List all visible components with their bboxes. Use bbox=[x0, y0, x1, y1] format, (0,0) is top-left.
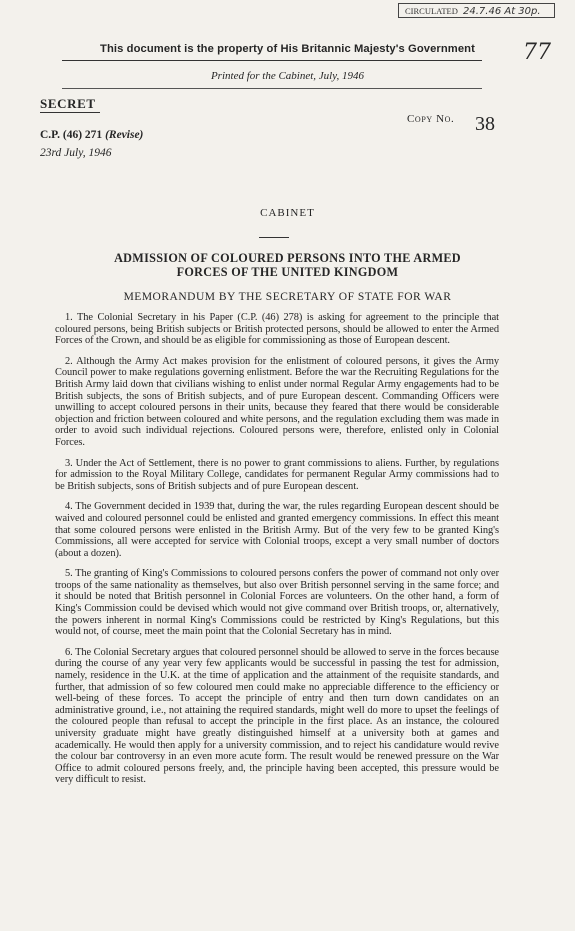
printed-line: Printed for the Cabinet, July, 1946 bbox=[210, 70, 365, 82]
classification-label: SECRET bbox=[40, 96, 96, 111]
paragraph-1: 1. The Colonial Secretary in his Paper (C.P. (46) 278) is asking for agreement to the principle that coloured persons, being British subjects or British protected persons, should be allowed to enter the Armed Forces of the Crown, and should be as eligible for commissioning as those of European descent. bbox=[55, 312, 499, 347]
paper-reference bbox=[40, 129, 143, 141]
document-title bbox=[30, 251, 545, 279]
paragraph-2: 2. Although the Army Act makes provision for the enlistment of coloured persons, it gives the Army Council power to make regulations governing enlistment. Before the war the Recruiting Regulations for the British Army laid down that civilians wishing to enlist under normal Regular Army engagements had to be British subjects, the sons of British subjects, and of pure European descent. Commanding Officers were unwilling to accept coloured persons in their units, because they feared that there would be considerable objection and friction between coloured and white persons, and the regulation excluding them was made in order to avoid such individual rejections. Coloured persons were, therefore, enlisted only in Colonial Forces. bbox=[55, 355, 499, 448]
classification-underline bbox=[40, 112, 100, 113]
circulation-stamp bbox=[398, 3, 555, 18]
header-rule-lower bbox=[62, 88, 482, 89]
paragraph-4: 4. The Government decided in 1939 that, during the war, the rules regarding European descent should be waived and coloured personnel could be enlisted and granted emergency commissions. In effect this meant that some coloured persons were enlisted in the British Army. But of the very few to be granted King's Commissions, all were accepted for service with Colonial troops, except a very small number of doctors (about a dozen). bbox=[55, 501, 499, 559]
title-line-2: FORCES OF THE UNITED KINGDOM bbox=[176, 265, 399, 279]
body-text bbox=[55, 312, 499, 795]
revise-note: (Revise) bbox=[105, 129, 144, 141]
cp-number: C.P. (46) 271 bbox=[40, 129, 103, 141]
paragraph-3: 3. Under the Act of Settlement, there is no power to grant commissions to aliens. Further, by regulations for admission to the Royal Military College, candidates for permanent Regular Army commissions had to be British subjects, sons of British subjects and of pure European descent. bbox=[55, 457, 499, 492]
folio-number: 77 bbox=[523, 40, 551, 65]
memorandum-heading: MEMORANDUM BY THE SECRETARY OF STATE FOR WAR bbox=[123, 291, 452, 303]
stamp-handwriting: 24.7.46 At 30p. bbox=[463, 6, 541, 17]
paragraph-6: 6. The Colonial Secretary argues that coloured personnel should be allowed to serve in the forces because during the course of any year very few applicants would be successful in passing the test for admission, namely, residence in the U.K. at the time of application and the attainment of the requisite standards, and further, that admission of so few coloured men could make no appreciable difference to the efficiency or well-being of these forces. To accept the principle of entry and then turn down candidates on an administrative ground, i.e., not attaining the required standards, might well do more to upset the feelings of the coloured people than refusal to accept the principle in the first place. As an instance, the coloured university graduate might have greatly distinguished himself at a university both at games and academically. He would then apply for a university commission, and to reject his candidature would revive the colour bar controversy in an even more acute form. The result would be renewed pressure on the War Office to admit coloured persons freely, and, the principle having been accepted, this pressure would be very difficult to resist. bbox=[55, 646, 499, 786]
header-rule bbox=[62, 60, 482, 61]
title-line-1: ADMISSION OF COLOURED PERSONS INTO THE ARMED bbox=[114, 251, 461, 265]
copy-label: Copy No. bbox=[407, 113, 455, 125]
paper-date: 23rd July, 1946 bbox=[40, 147, 112, 159]
section-divider bbox=[259, 237, 289, 238]
property-line: This document is the property of His Britannic Majesty's Government bbox=[100, 43, 475, 55]
stamp-label: CIRCULATED bbox=[405, 6, 458, 16]
paragraph-5: 5. The granting of King's Commissions to coloured persons confers the power of command not only over troops of the same nationality as themselves, but also over British personnel serving in the same force; and it should be noted that British personnel in Colonial Forces are volunteers. On the other hand, a form of King's Commission could be devised which would not give command over British troops, or, alternatively, the powers inherent in normal King's Commissions could be restricted by King's Regulations, but this would not, of course, meet the main point that the Colonial Secretary has in mind. bbox=[55, 568, 499, 638]
copy-number: 38 bbox=[475, 113, 495, 135]
cabinet-heading: CABINET bbox=[260, 207, 315, 219]
